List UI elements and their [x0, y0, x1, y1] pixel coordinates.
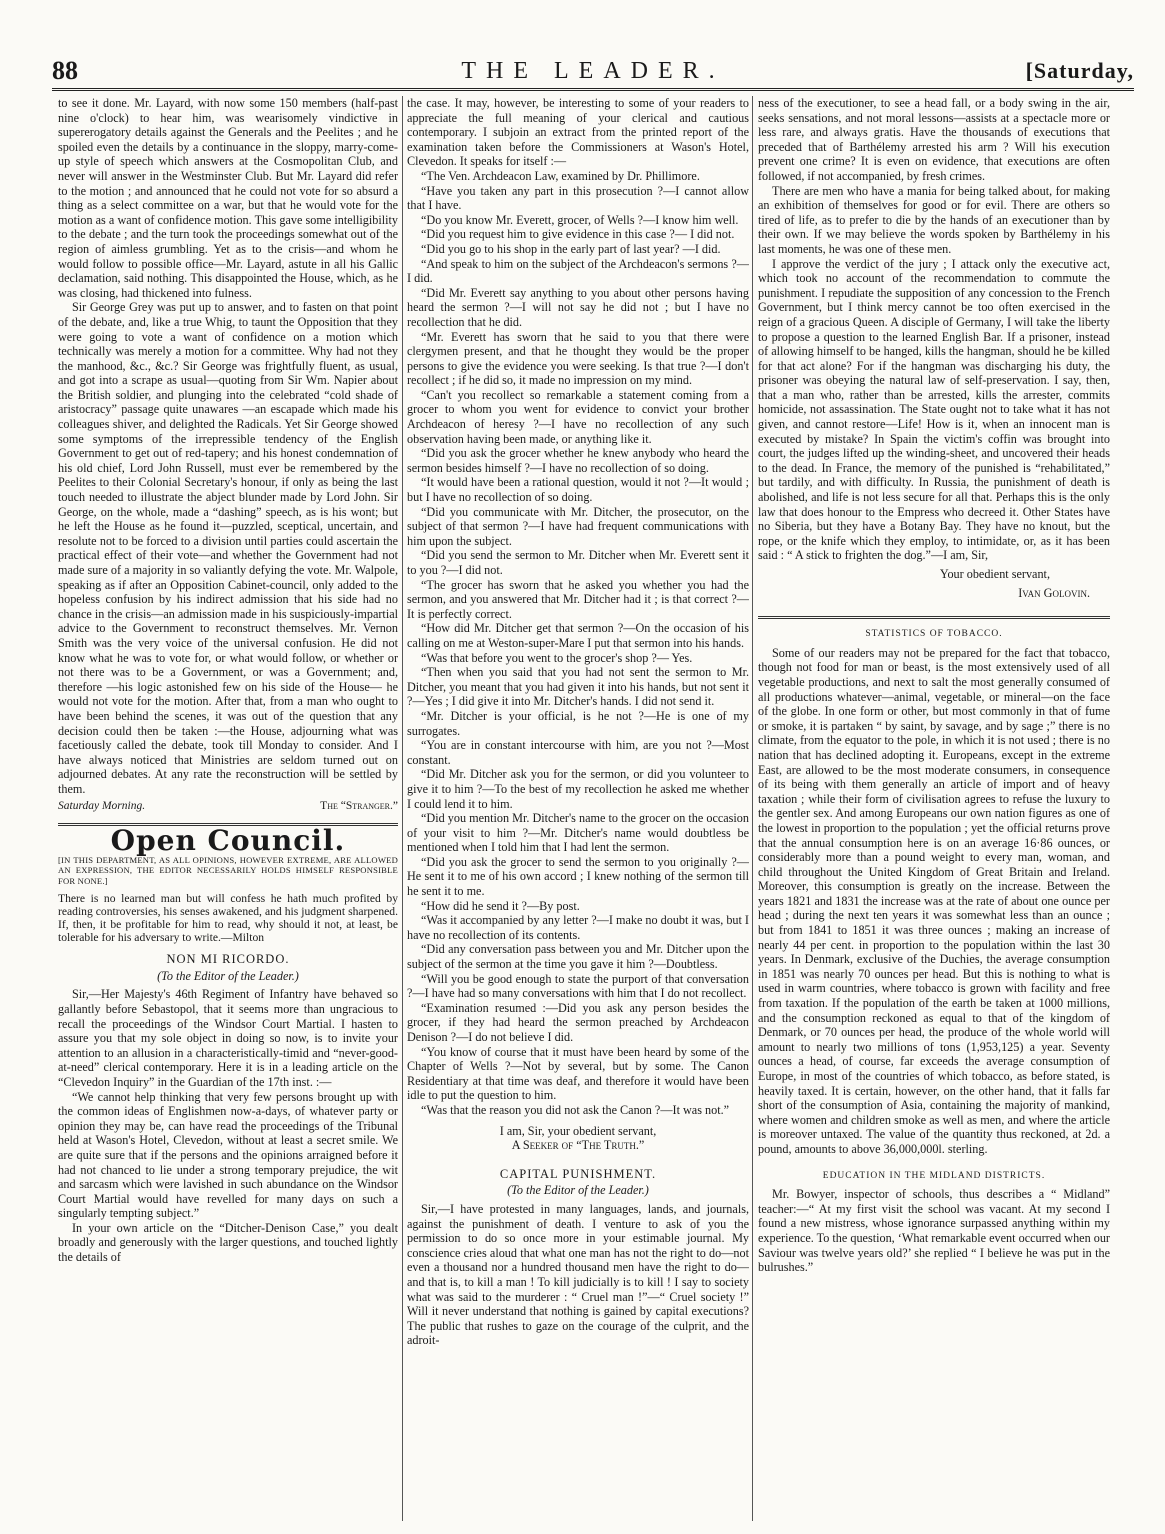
column-rule-2 [752, 96, 753, 1521]
transcript-line: “How did Mr. Ditcher get that sermon ?—On the occasion of his calling on me at Weston-super-Mare I put that sermon into his hands. [407, 621, 749, 650]
letter-paragraph: “We cannot help thinking that very few persons brought up with the common ideas of Englishmen now-a-days, of whatever party or opinion they may be, can have read the proceedings of the Tribunal held at Wason's Hotel, Clevedon, without at least a secret smile. We are quite sure that if the persons and the opinions arraigned before it had not chanced to lie under a strong temporary prejudice, the wit and sarcasm which were lavished in such abundance on the Windsor Court Martial would have revelled for many days on such a singularly tempting subject.” [58, 1089, 398, 1221]
transcript-line: “Have you taken any part in this prosecution ?—I cannot allow that I have. [407, 183, 749, 213]
letter-title: CAPITAL PUNISHMENT. [499, 1166, 657, 1181]
letter-signoff: Your obedient servant, [939, 567, 1050, 581]
article-paragraph: Sir George Grey was put up to answer, and to fasten on that point of the debate, and, like a true Whig, to taunt the Opposition that they were going to vote a want of confidence on a motion which technically was merely a motion for a committee. Why had not they the manhood, &c., &c.? Sir George was frightfully fluent, as usual, and got into a scrape as usual—quoting from Sir Wm. Napier about the British soldier, and plunging into the celebrated “cold shade of aristocracy” passage quite unawares —an escapade which made his colleagues shiver, and delighted the Radicals. Yet Sir George showed some symptoms of the irrepressible tendency of the English Government to get out of red-tapery; and his honest condemnation of his old chief, Lord John Russell, must ever be remembered by the Peelites to their Colonial Secretary's honour, if only as being the last touch needed to illustrate the abject blunder made by Lord John. Sir George, on the whole, made a “dashing” speech, as is his wont; but he left the House as he found it—puzzled, sceptical, uncertain, and resolute not to be forced to a division until parties could ascertain the practical effect of their vote—and whether the Government had not made sure of a majority in so valiantly defying the vote. Mr. Walpole, speaking as if after an Opposition Cabinet-council, only added to the hopeless confusion by his indirect admission that his side had no chance in the crisis—an admission made in his suspiciously-impartial advice to the Government to reconstruct themselves. Mr. Vernon Smith was the very voice of the universal confusion. He did not know what he was to vote for, or what would follow, or whether or not there was to be a Government, or was a Government; and, therefore —his logic astonished few on his side of the House— he would not vote for the motion. After that, from a man who ought to have been behind the scenes, it was out of the question that any decision could then be taken :—the House, adjourning what was facetiously called the debate, took till Monday to consider. And I have always noticed that Ministries are seldom turned out on adjourned debates. At any rate the reconstruction will be settled by them. [58, 300, 398, 796]
article-signature [58, 799, 398, 814]
article-paragraph: Mr. Bowyer, inspector of schools, thus describes a “ Midland” teacher:—“ At my first visit the school was vacant. At my second I found a new mistress, whose ignorance surpassed anything within my experience. To the question, ‘What remarkable event occurred when our Saviour was twelve years old?’ she replied “ I believe he was put in the bulrushes.” [758, 1187, 1110, 1275]
transcript-line: “Did any conversation pass between you and Mr. Ditcher upon the subject of the sermon at the time you gave it him ?—Doubtless. [407, 942, 749, 972]
column-3 [758, 96, 1110, 1516]
letter-paragraph: Sir,—Her Majesty's 46th Regiment of Infantry have behaved so gallantly before Sebastopol, that it seems more than ungracious to recall the proceedings of the Windsor Court Martial. I hasten to assure you that my sole object in doing so now, is to invite your attention to an allusion in a characteristically-timid and “never-good-at-need” clerical contemporary. Here it is in a leading article on the “Clevedon Inquiry” in the Guardian of the 17th inst. :— [58, 987, 398, 1089]
transcript-line: “Was that the reason you did not ask the Canon ?—It was not.” [421, 1102, 730, 1117]
letter-paragraph: Sir,—I have protested in many languages, lands, and journals, against the punishment of death. I venture to ask of you the permission to do so once more in your estimable journal. My conscience cries aloud that what one man has not the right to do—not even a thousand nor a hundred thousand men have the right to do—and that is, to kill a man ! To kill judicially is to kill ! I say to society what was said to the murderer : “ Cruel man !”—“ Cruel society !” Will it never understand that nothing is gained by capital executions? The public that rushes to gaze on the courage of the culprit, and the adroit- [407, 1201, 749, 1348]
letter-addressee: (To the Editor of the Leader.) [157, 968, 299, 983]
masthead: THE LEADER. [461, 58, 725, 84]
letter-signoff: I am, Sir, your obedient servant, [499, 1123, 657, 1138]
article-paragraph: Some of our readers may not be prepared for the fact that tobacco, though not food for man or beast, is the most extensively used of all vegetable productions, and next to salt the most generally consumed of all productions whatever—animal, vegetable, or mineral—on the face of the globe. In one form or other, but most commonly in that of fume or smoke, it is partaken “ by saint, by savage, and by sage ;” there is no climate, from the equator to the pole, in which it is not used ; there is no nation that has declined adopting it. Europeans, except in the extreme East, are allowed to be the most moderate consumers, in consequence of its being with them generally an article of import and of heavy taxation ; while their form of civilisation agrees to refuse the luxury to the gentler sex. And among Europeans our own nation figures as one of the lowest in proportion to the population ; yet the official returns prove that the annual consumption here is on an average 16·86 ounces, or considerably more than a pound weight to every man, woman, and child throughout the United Kingdom of Great Britain and Ireland. Moreover, this consumption is greatly on the increase. Between the years 1821 and 1831 the increase was at the rate of about one ounce per head ; during the next ten years it was somewhat less than an ounce ; but from 1841 to 1851 it was three ounces ; making an increase of nearly 44 per cent. in proportion to the population within the last 30 years. In Denmark, exclusive of the Duchies, the average consumption in 1851 was nearly 70 ounces per head. But this is nothing to what is used in warm countries, where tobacco is grown with facility and free from taxation. If the population of the earth be taken at 1000 millions, and the consumption reckoned as equal to that of the kingdom of Denmark, or 70 ounces per head, the produce of the whole world will amount to nearly two millions of tons (1,953,125) a year. Seventy ounces a head, of course, far exceeds the average consumption of Europe, in most of the countries of which tobacco, as before stated, is heavily taxed. It is certain, however, on the other hand, that it falls far short of the consumption of Asia, containing the majority of mankind, where women and children smoke as well as men, and where the article is moreover untaxed. The value of the quantity thus reckoned, at 2d. a pound, amounts to above 36,000,000l. sterling. [758, 645, 1110, 1156]
letter-author: A Seeker of “The Truth.” [511, 1138, 645, 1153]
letter-title: NON MI RICORDO. [166, 952, 290, 967]
page-header [52, 54, 1134, 91]
transcript-line: “Did Mr. Ditcher ask you for the sermon, or did you volunteer to give it to him ?—To the best of my recollection he asked me whether I could lend it to him. [407, 767, 749, 811]
transcript-line: “Did you mention Mr. Ditcher's name to the grocer on the occasion of your visit to him ?—Mr. Ditcher's name would doubtless be mentioned when I told him that I had lent the sermon. [407, 811, 749, 855]
column-rule-1 [402, 96, 403, 1521]
transcript-line: “The Ven. Archdeacon Law, examined by Dr. Phillimore. [421, 168, 700, 183]
letter-addressee: (To the Editor of the Leader.) [507, 1183, 649, 1198]
letter-author: Ivan Golovin. [1018, 585, 1090, 600]
article-title: EDUCATION IN THE MIDLAND DISTRICTS. [822, 1170, 1046, 1181]
transcript-line: “Did you go to his shop in the early part of last year? —I did. [421, 241, 721, 256]
transcript-line: “Can't you recollect so remarkable a statement coming from a grocer to whom you went for evidence to convict your brother Archdeacon of heresy ?—I have no recollection of any such observation having been made, or anything like it. [407, 387, 749, 446]
transcript-line: “And speak to him on the subject of the Archdeacon's sermons ?—I did. [407, 256, 749, 286]
letter-paragraph: ness of the executioner, to see a head fall, or a body swing in the air, seeks sensations, and not moral lessons—assists at a spectacle more or less rare, and always gratis. Have the thousands of executions that preceded that of Barthélemy arrested his arm ? Will his execution prevent one crime? It is even on evidence, that executions are often followed, if not accompanied, by fresh crimes. [758, 96, 1110, 183]
transcript-line: “You know of course that it must have been heard by some of the Chapter of Wells ?—Not by several, but by some. The Canon Residentiary at that time was deaf, and therefore it would have been idle to put the question to him. [407, 1044, 749, 1103]
transcript-line: “Do you know Mr. Everett, grocer, of Wells ?—I know him well. [421, 212, 739, 227]
transcript-line: “It would have been a rational question, would it not ?—It would ; but I have no recollection of so doing. [407, 475, 749, 505]
transcript-line: “Did you communicate with Mr. Ditcher, the prosecutor, on the subject of that sermon ?—I have had frequent communications with him upon the subject. [407, 504, 749, 548]
letter-paragraph: There are men who have a mania for being talked about, for making an exhibition of themselves for good or for evil. There are others so tired of life, as to prefer to die by the hands of an executioner than by their own. If we may believe the words spoken by Barthélemy in his last moments, he was one of these men. [758, 183, 1110, 256]
transcript-line: “Examination resumed :—Did you ask any person besides the grocer, if they had heard the sermon preached by Archdeacon Denison ?—I do not believe I did. [407, 1000, 749, 1044]
section-divider [758, 616, 1110, 619]
transcript-line: “You are in constant intercourse with him, are you not ?—Most constant. [407, 738, 749, 767]
issue-day: [Saturday, [1025, 58, 1134, 83]
transcript-line: “Then when you said that you had not sent the sermon to Mr. Ditcher, you meant that you had given it into his hands, but not sent it ?—Yes ; I did give it into Mr. Ditcher's hands. I did not send it. [407, 665, 749, 709]
transcript-line: “Did you ask the grocer to send the sermon to you originally ?—He sent it to me of his own accord ; I knew nothing of the sermon till he sent it to me. [407, 854, 749, 899]
transcript-line: “Was it accompanied by any letter ?—I make no doubt it was, but I have no recollection of its contents. [407, 913, 749, 942]
letter-paragraph: I approve the verdict of the jury ; I attack only the executive act, which took no account of the recommendation to commute the punishment. I repudiate the supposition of any concession to the French Government, but I think mercy cannot be too often exercised in the reign of a gracious Queen. A disciple of Germany, I will take the liberty to propose a question to the learned English Bar. If a prisoner, instead of allowing himself to be hanged, kills the hangman, should he be killed for that act alone? For if the hangman was discharging his duty, the prisoner was obeying the natural law of self-preservation. I say, then, that a man who, rather than be arrested, kills the arrester, commits homicide, not assassination. The State ought not to take what it has not given, and cannot restore—Life! How is it, when an innocent man is executed by mistake? In Spain the victim's coffin was brought into court, the judges lifted up the winding-sheet, and uncovered their heads to the dead. In France, the memory of the punished is “rehabilitated,” but tardily, and with difficulty. In Russia, the punishment of death is abolished, and life is not less secure for all that. Perhaps this is the only law that does honour to the Empress who decreed it. Other States have no Siberia, but they have a Botany Bay. They have no knout, but the rope, or the knife which they employ, to intimidate, or, as it has been said : “ A stick to frighten the dog.”—I am, Sir, [758, 256, 1110, 563]
editor-note: [IN THIS DEPARTMENT, AS ALL OPINIONS, HOWEVER EXTREME, ARE ALLOWED AN EXPRESSION, THE EDITOR NECESSARILY HOLDS HIMSELF RESPONSIBLE FOR NONE.] [58, 854, 398, 886]
transcript-line: “The grocer has sworn that he asked you whether you had the sermon, and you answered that Mr. Ditcher had it ; is that correct ?—It is perfectly correct. [407, 577, 749, 621]
motto-quote: There is no learned man but will confess he hath much profited by reading controversies, his senses awakened, and his judgment sharpened. If, then, it be profitable for him to read, why should it not, at least, be tolerable for his adversary to write.—Milton [58, 892, 398, 945]
transcript-line: “Did you request him to give evidence in this case ?— I did not. [421, 227, 735, 242]
column-1 [58, 96, 398, 1516]
transcript-line: “How did he send it ?—By post. [421, 898, 580, 913]
transcript-line: “Did Mr. Everett say anything to you about other persons having heard the sermon ?—I will not say he did not ; but I have no recollection that he did. [407, 285, 749, 329]
letter-paragraph: In your own article on the “Ditcher-Denison Case,” you dealt broadly and generously with the larger questions, and touched lightly the details of [58, 1220, 398, 1265]
transcript-line: “Was that before you went to the grocer's shop ?— Yes. [421, 650, 693, 665]
transcript-line: “Did you send the sermon to Mr. Ditcher when Mr. Everett sent it to you ?—I did not. [407, 548, 749, 577]
transcript-line: “Mr. Ditcher is your official, is he not ?—He is one of my surrogates. [407, 708, 749, 738]
column-2 [407, 96, 749, 1516]
section-title: Open Council. [110, 824, 346, 858]
dateline: Saturday Morning. [58, 799, 146, 812]
transcript-line: “Mr. Everett has sworn that he said to you that there were clergymen present, and that he thought they would be the proper persons to give the evidence you were seeking. Is that true ?—I don't recollect ; if he did so, it made no impression on my mind. [407, 329, 749, 388]
letter-paragraph: the case. It may, however, be interesting to some of your readers to appreciate the full meaning of your clerical and cautious contemporary. I subjoin an extract from the printed report of the examination taken before the Commissioners at Wason's Hotel, Clevedon. It speaks for itself :— [407, 96, 749, 169]
transcript-line: “Did you ask the grocer whether he knew anybody who heard the sermon besides himself ?—I have no recollection of so doing. [407, 446, 749, 475]
page-number: 88 [52, 56, 78, 85]
author-name: The “Stranger.” [320, 799, 398, 812]
article-paragraph: to see it done. Mr. Layard, with now some 150 members (half-past nine o'clock) to hear him, was wearisomely vindictive in supererogatory details against the Generals and the Peelites ; and he spoiled even the details by a continuance in the sloppy, marry-come-up style of speech which answers at the Cosmopolitan Club, and never will answer in the Westminster Club. But Mr. Layard did refer to the motion ; and announced that he could not vote for so absurd a thing as a select committee on a war, but that he would vote for the motion as a want of confidence motion. This gave some intelligibility to the debate ; and the turn took the proceedings somewhat out of the region of aimless grumbling. Yet as to the crisis—and whom he would follow to possible office—Mr. Layard, astute in all his Gallic declamation, said nothing. This disappointed the House, which, as he was closing, had thickened into fulness. [58, 96, 398, 300]
transcript-line: “Will you be good enough to state the purport of that conversation ?—I have had so many conversations with him that I do not recollect. [407, 971, 749, 1001]
article-title: STATISTICS OF TOBACCO. [865, 629, 1003, 640]
